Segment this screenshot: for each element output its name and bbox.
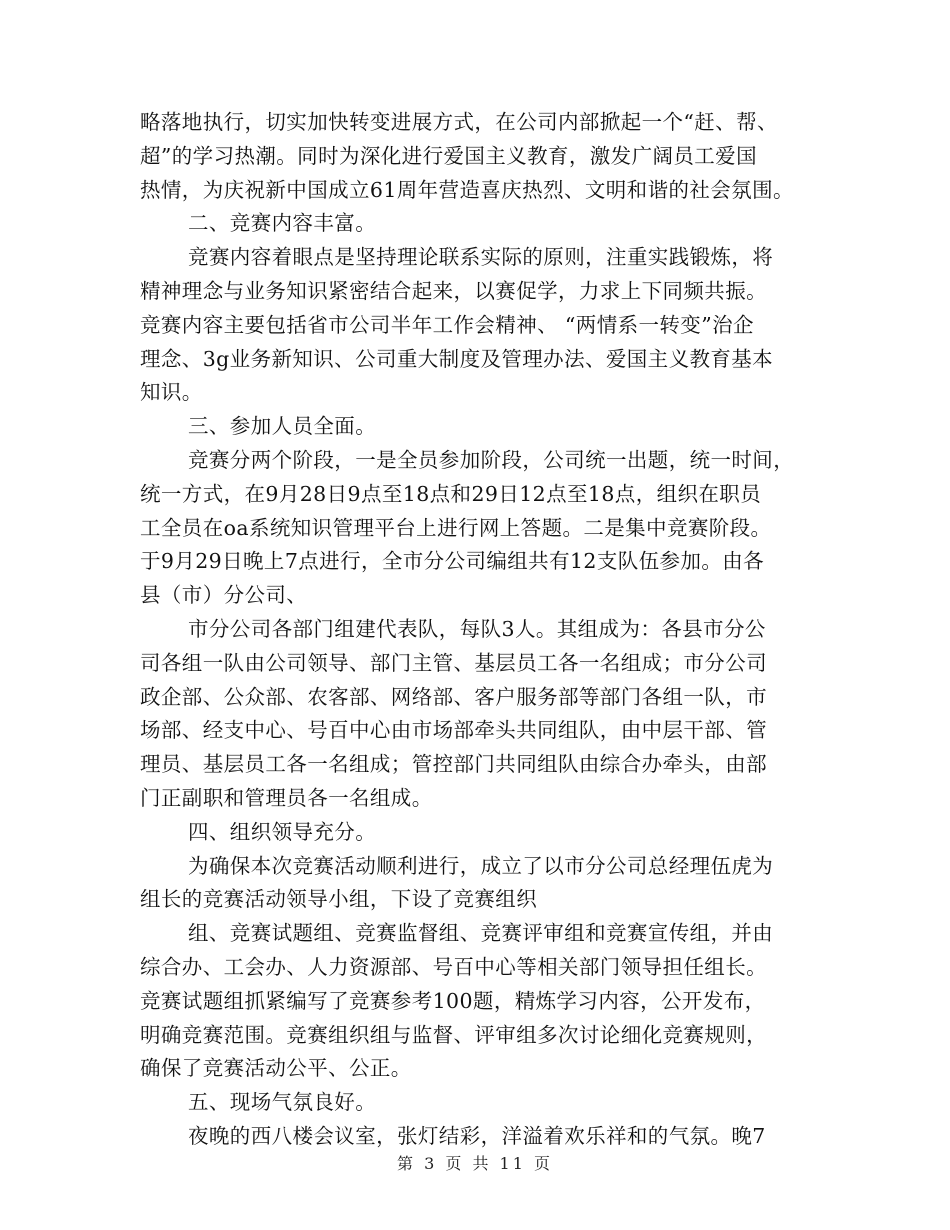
- text-line: 精神理念与业务知识紧密结合起来，以赛促学，力求上下同频共振。: [140, 278, 767, 303]
- text-line: 热情，为庆祝新中国成立61周年营造喜庆热烈、文明和谐的社会氛围。: [140, 177, 794, 202]
- text-line: 理念、3g业务新知识、公司重大制度及管理办法、爱国主义教育基本: [140, 346, 774, 371]
- text-line: 竞赛分两个阶段，一是全员参加阶段，公司统一出题，统一时间，: [188, 447, 795, 472]
- text-line: 知识。: [140, 380, 203, 405]
- text-line: 政企部、公众部、农客部、网络部、客户服务部等部门各组一队，市: [140, 684, 767, 709]
- text-line: 明确竞赛范围。竞赛组织组与监督、评审组多次讨论细化竞赛规则，: [140, 1022, 767, 1047]
- text-line: 夜晚的西八楼会议室，张灯结彩，洋溢着欢乐祥和的气氛。晚7: [188, 1123, 766, 1148]
- section-heading: 五、现场气氛良好。: [188, 1090, 377, 1115]
- section-heading: 四、组织领导充分。: [188, 819, 377, 844]
- text-line: 市分公司各部门组建代表队，每队3人。其组成为：各县市分公: [188, 616, 766, 641]
- text-line: 竞赛试题组抓紧编写了竞赛参考100题，精炼学习内容，公开发布，: [140, 988, 766, 1013]
- text-line: 理员、基层员工各一名组成；管控部门共同组队由综合办牵头，由部: [140, 752, 767, 777]
- section-heading: 三、参加人员全面。: [188, 414, 377, 439]
- text-line: 为确保本次竞赛活动顺利进行，成立了以市分公司总经理伍虎为: [188, 853, 774, 878]
- text-line: 组长的竞赛活动领导小组，下设了竞赛组织: [140, 887, 538, 912]
- text-line: 组、竞赛试题组、竞赛监督组、竞赛评审组和竞赛宣传组，并由: [188, 921, 774, 946]
- text-line: 县（市）分公司、: [140, 583, 308, 608]
- text-line: 工全员在oa系统知识管理平台上进行网上答题。二是集中竞赛阶段。: [140, 515, 772, 540]
- page-number-footer: 第 3 页 共 11 页: [397, 1154, 553, 1173]
- text-line: 竞赛内容主要包括省市公司半年工作会精神、 “两情系一转变”治企: [140, 312, 754, 337]
- text-line: 统一方式，在9月28日9点至18点和29日12点至18点，组织在职员: [140, 481, 762, 506]
- text-line: 司各组一队由公司领导、部门主管、基层员工各一名组成；市分公司: [140, 650, 767, 675]
- text-line: 综合办、工会办、人力资源部、号百中心等相关部门领导担任组长。: [140, 954, 767, 979]
- text-line: 门正副职和管理员各一名组成。: [140, 785, 433, 810]
- text-line: 场部、经支中心、号百中心由市场部牵头共同组队，由中层干部、管: [140, 718, 767, 743]
- body-text: [140, 106, 830, 1154]
- text-line: 略落地执行，切实加快转变进展方式，在公司内部掀起一个“赶、帮、: [140, 110, 778, 134]
- section-heading: 二、竞赛内容丰富。: [188, 211, 377, 236]
- text-line: 确保了竞赛活动公平、公正。: [140, 1056, 412, 1081]
- text-line: 于9月29日晚上7点进行，全市分公司编组共有12支队伍参加。由各: [140, 549, 765, 574]
- text-line: 竞赛内容着眼点是坚持理论联系实际的原则，注重实践锻炼，将: [188, 245, 774, 270]
- text-line: 超”的学习热潮。同时为深化进行爱国主义教育，激发广阔员工爱国: [140, 143, 757, 168]
